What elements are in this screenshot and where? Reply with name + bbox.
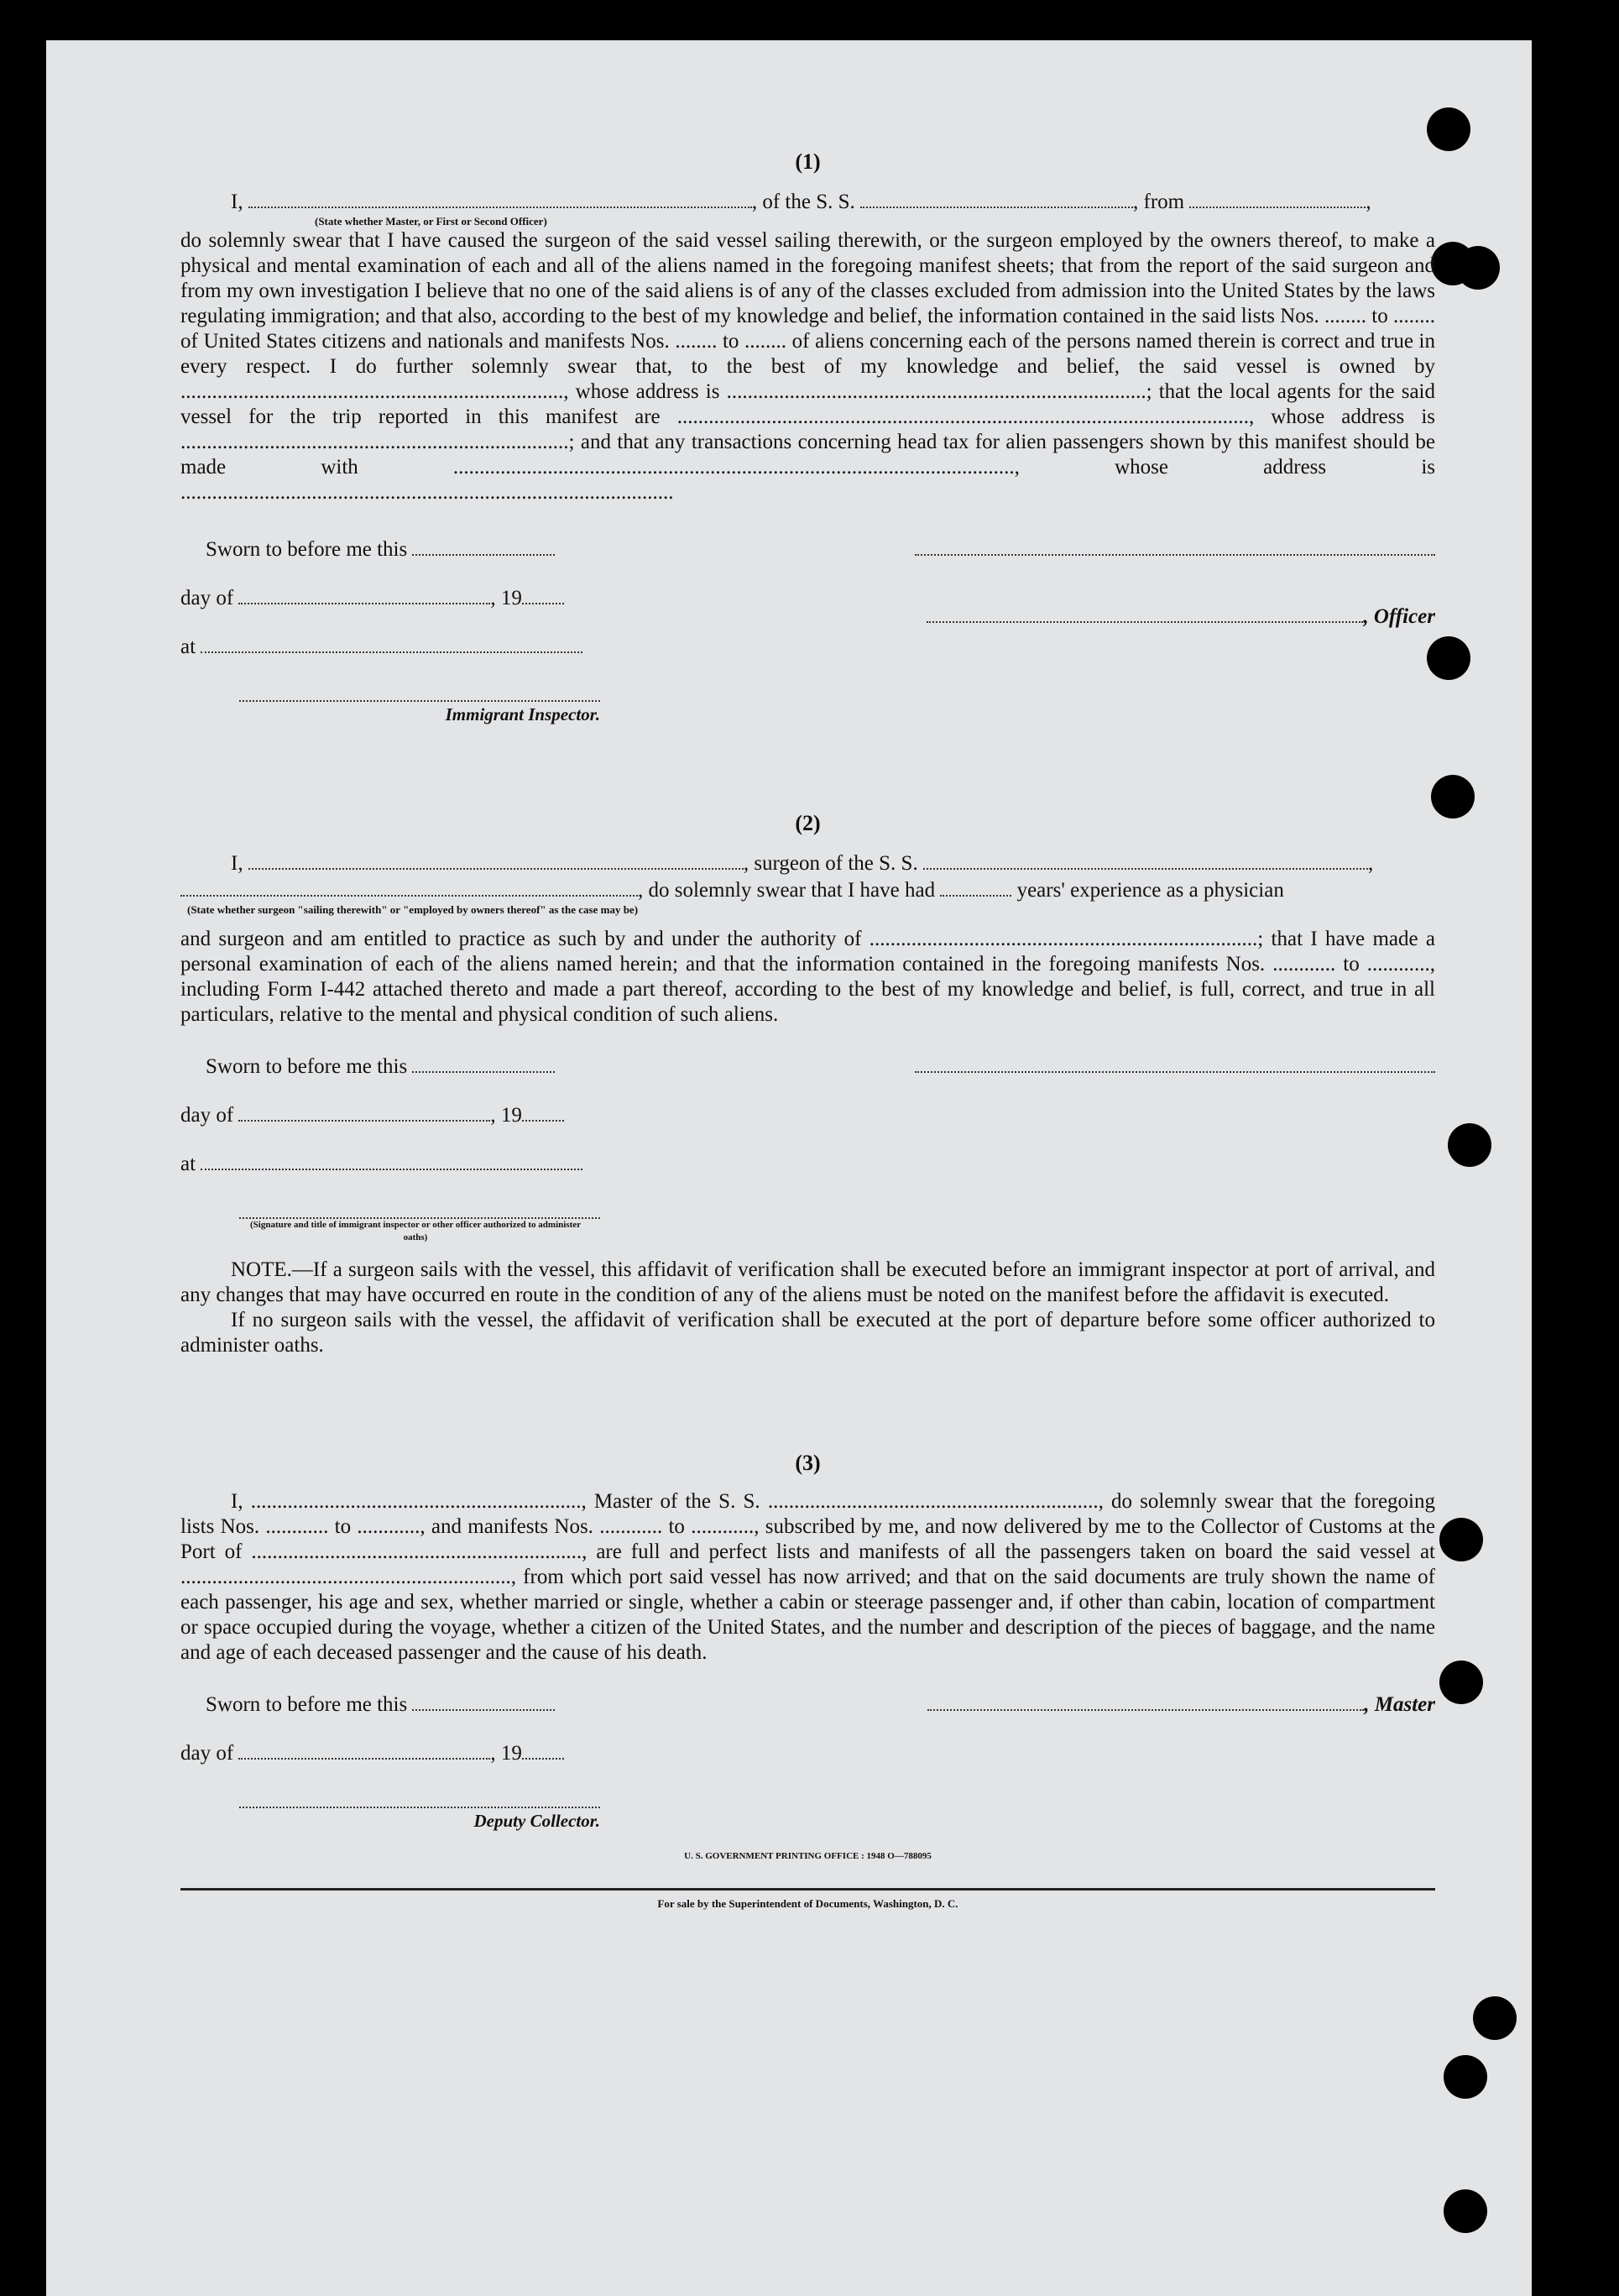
- sworn-day-field[interactable]: [412, 1691, 555, 1711]
- section-1-body: do solemnly swear that I have caused the surgeon of the said vessel sailing therewith, or the surgeon employed by the owners thereof, to make a physical and mental examination of each and all of the aliens named in the foregoing manifest sheets; that from the report of the said surgeon and from my own investigation I believe that no one of the said aliens is of any of the classes excluded from admission into the United States by the laws regulating immigration; and that also, according to the best of my knowledge and belief, the information contained in the said lists Nos. ........ to ........ of United States citizens and nationals and manifests Nos. ........ to ........ of aliens concerning each of the persons named therein is correct and true in every respect. I do further solemnly swear that, to the best of my knowledge and belief, the said vessel is owned by ........................................................................., whose address is ................................................................................; that the local agents for the said vessel for the trip reported in this manifest are ............................................................................................................., whose address is ..........................................................................; and that any transactions concerning head tax for alien passengers shown by this manifest should be made with ..........................................................................................................., whose address is ..............................................................................................: [180, 229, 1435, 504]
- deputy-signature-field[interactable]: [239, 1788, 600, 1808]
- section-3-body: I, ..............................................................., Master of the S. S. ..............................................................., do solemnly swear that the foregoing lists Nos. ............ to ............, and manifests Nos. ............ to ............, subscribed by me, and now delivered by me to the Collector of Customs at the Port of ..............................................................., are full and perfect lists and manifests of all the passengers taken on board the said vessel at ..............................................................., from which port said vessel has now arrived; and that on the said documents are truly shown the name of each passenger, his age and sex, whether married or single, whether a cabin or steerage passenger and, if other than cabin, location of compartment or space occupied during the voyage, whether a citizen of the United States, and the number and description of the pieces of baggage, and the name and age of each deceased passenger and the cause of his death.: [180, 1490, 1435, 1664]
- inspector-signature: (Signature and title of immigrant inspector or other officer authorized to administer oaths): [239, 1199, 600, 1244]
- at-row: at: [180, 1150, 1435, 1199]
- surgeon-name-field[interactable]: [248, 850, 744, 870]
- punch-hole: [1444, 2055, 1487, 2099]
- punch-hole: [1431, 775, 1475, 819]
- ship-name-field[interactable]: [860, 188, 1133, 208]
- inspector-signature-field[interactable]: [239, 682, 600, 702]
- form-sheet: [46, 40, 1532, 2296]
- day-of-field[interactable]: [238, 1739, 490, 1760]
- day-of-field[interactable]: [238, 1101, 490, 1122]
- year-field[interactable]: [522, 1739, 564, 1760]
- section-2-first-line: I, , surgeon of the S. S. ,: [180, 850, 1435, 876]
- sworn-row: Sworn to before me this: [180, 1053, 1435, 1101]
- officer-name-field[interactable]: [248, 188, 752, 208]
- section-2-body: and surgeon and am entitled to practice as such by and under the authority of ..........................................................................; that I have made a personal examination of each of the aliens named herein; and that the information contained in the foregoing manifests Nos. ............ to ............, including Form I-442 attached thereto and made a part thereof, according to the best of my knowledge and belief, is full, correct, and true in all particulars, relative to the mental and physical condition of such aliens.: [180, 928, 1435, 1026]
- day-of-field[interactable]: [238, 584, 490, 604]
- sworn-day-field[interactable]: [412, 1053, 555, 1073]
- master-signature-field[interactable]: [927, 1691, 1364, 1711]
- printing-office-imprint: U. S. GOVERNMENT PRINTING OFFICE : 1948 O—788095: [684, 1851, 932, 1861]
- section-1-first-line: I, , of the S. S. , from ,: [180, 188, 1435, 215]
- section-2-caption: (State whether surgeon "sailing therewith" or "employed by owners thereof" as the case may be): [187, 903, 639, 916]
- from-port-field[interactable]: [1189, 188, 1366, 208]
- officer-signature-field[interactable]: [915, 536, 1435, 556]
- section-2-number: (2): [795, 811, 821, 835]
- punch-hole: [1444, 2189, 1487, 2233]
- sworn-row: Sworn to before me this: [180, 536, 1435, 584]
- at-field[interactable]: [201, 1150, 582, 1170]
- punch-hole: [1456, 246, 1500, 290]
- for-sale-imprint: For sale by the Superintendent of Documents, Washington, D. C.: [657, 1897, 958, 1910]
- inspector-signature-field[interactable]: [239, 1199, 600, 1219]
- officer-title-field[interactable]: [927, 603, 1363, 623]
- footer-rule: [180, 1888, 1435, 1891]
- punch-hole: [1427, 107, 1470, 151]
- section-2-note: NOTE.—If a surgeon sails with the vessel, this affidavit of verification shall be executed before an immigrant inspector at port of arrival, and any changes that may have occurred en route in the condition of any of the aliens must be noted on the manifest before the affidavit is executed.: [180, 1258, 1435, 1306]
- at-row: at: [180, 633, 1435, 682]
- day-row: day of , 19: [180, 1739, 1435, 1788]
- day-row: day of , 19: [180, 1101, 1435, 1150]
- section-2-second-line: , do solemnly swear that I have had years' experience as a physician: [180, 876, 1435, 903]
- surgeon-signature-field[interactable]: [915, 1053, 1435, 1073]
- section-3-number: (3): [795, 1451, 821, 1475]
- section-2-note-2: If no surgeon sails with the vessel, the affidavit of verification shall be executed at the port of departure before some officer authorized to administer oaths.: [180, 1309, 1435, 1357]
- surgeon-ship-field[interactable]: [923, 850, 1368, 870]
- section-1-number: (1): [795, 149, 821, 174]
- year-field[interactable]: [522, 1101, 564, 1122]
- sworn-row: Sworn to before me this , Master: [180, 1691, 1435, 1739]
- sworn-day-field[interactable]: [412, 536, 555, 556]
- punch-hole: [1439, 1661, 1483, 1704]
- years-field[interactable]: [940, 876, 1011, 897]
- punch-hole: [1473, 1996, 1517, 2040]
- punch-hole: [1448, 1123, 1491, 1167]
- punch-hole: [1439, 1518, 1483, 1561]
- surgeon-status-field[interactable]: [180, 876, 638, 897]
- section-1-caption: (State whether Master, or First or Second Officer): [315, 215, 547, 228]
- at-field[interactable]: [201, 633, 582, 653]
- deputy-signature: Deputy Collector.: [239, 1788, 600, 1833]
- inspector-signature: Immigrant Inspector.: [239, 682, 600, 727]
- form-content: [180, 149, 1435, 1910]
- day-row: day of , 19 , Officer: [180, 584, 1435, 633]
- year-field[interactable]: [522, 584, 564, 604]
